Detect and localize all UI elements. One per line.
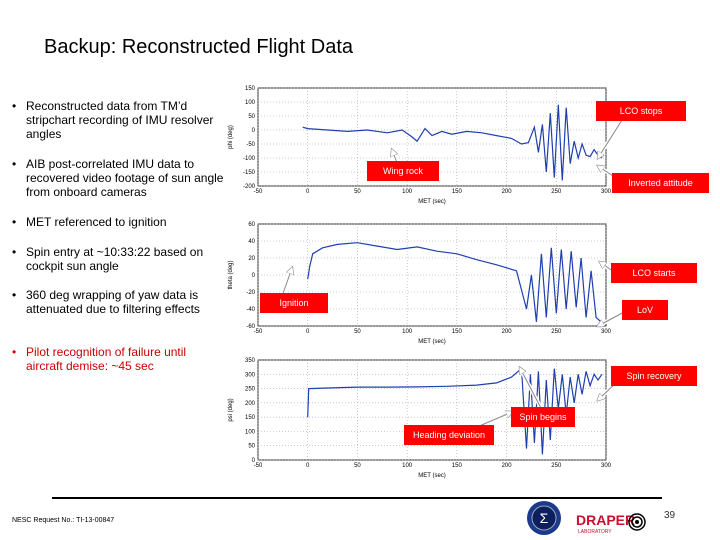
y-tick-label: 200 — [244, 400, 255, 407]
y-axis-label: psi (deg) — [228, 398, 234, 422]
x-tick-label: 0 — [306, 463, 310, 469]
y-tick-label: -40 — [246, 307, 255, 313]
y-tick-label: -200 — [242, 184, 255, 190]
bullet-text: Reconstructed data from TM’d stripchart recording of IMU resolver angles — [26, 99, 214, 141]
callout-lco-stops: LCO stops — [596, 101, 686, 121]
x-tick-label: 200 — [501, 189, 512, 195]
x-tick-label: 50 — [354, 329, 361, 335]
y-tick-label: 40 — [248, 239, 255, 245]
y-tick-label: 350 — [244, 358, 255, 364]
y-tick-label: -150 — [242, 170, 255, 176]
callout-lco-starts: LCO starts — [611, 263, 697, 283]
x-tick-label: 50 — [354, 463, 361, 469]
bullet-text: MET referenced to ignition — [26, 215, 167, 229]
x-axis-label: MET (sec) — [418, 473, 446, 479]
page-number: 39 — [664, 510, 676, 521]
bullet-dot-icon: • — [12, 345, 17, 359]
x-axis-label: MET (sec) — [418, 199, 446, 205]
x-tick-label: 200 — [501, 463, 512, 469]
y-tick-label: 0 — [251, 273, 255, 279]
y-tick-label: 0 — [251, 458, 255, 464]
x-tick-label: 100 — [402, 329, 413, 335]
callout-spin-recovery: Spin recovery — [611, 366, 697, 386]
y-tick-label: -20 — [246, 290, 255, 296]
y-tick-label: 300 — [244, 372, 255, 379]
x-tick-label: 150 — [451, 329, 462, 335]
x-tick-label: 0 — [306, 189, 310, 195]
y-axis-label: theta (deg) — [228, 260, 234, 290]
x-tick-label: 150 — [451, 463, 462, 469]
bullet-dot-icon: • — [12, 245, 17, 259]
y-tick-label: 20 — [248, 256, 255, 262]
callout-lov: LoV — [622, 300, 668, 320]
y-tick-label: 100 — [244, 429, 255, 436]
bullet-dot-icon: • — [12, 288, 17, 302]
x-tick-label: -50 — [253, 463, 263, 469]
y-tick-label: 50 — [248, 114, 255, 120]
callout-ignition: Ignition — [260, 293, 328, 313]
x-axis-label: MET (sec) — [418, 339, 446, 345]
y-tick-label: 250 — [244, 386, 255, 393]
y-tick-label: 50 — [248, 443, 255, 450]
x-tick-label: 200 — [501, 329, 512, 335]
x-tick-label: 150 — [451, 189, 462, 195]
page-title: Backup: Reconstructed Flight Data — [44, 36, 354, 58]
callout-wing-rock: Wing rock — [367, 161, 439, 181]
x-tick-label: 300 — [600, 329, 612, 335]
footer-divider — [52, 497, 662, 499]
x-tick-label: 100 — [402, 463, 413, 469]
x-tick-label: -50 — [253, 189, 263, 195]
x-tick-label: -50 — [253, 329, 263, 335]
x-tick-label: 250 — [551, 463, 562, 469]
y-tick-label: -100 — [242, 156, 255, 162]
y-tick-label: 100 — [244, 100, 255, 106]
footer-request-number: NESC Request No.: TI-13-00847 — [12, 517, 115, 524]
x-tick-label: 0 — [306, 329, 310, 335]
bullet-dot-icon: • — [12, 157, 17, 171]
y-tick-label: 60 — [248, 222, 255, 228]
x-tick-label: 300 — [600, 463, 612, 469]
y-tick-label: 150 — [244, 86, 255, 92]
nesc-logo-icon — [526, 500, 562, 536]
bullet-text: Pilot recognition of failure until aircraft demise: ~45 sec — [26, 345, 187, 373]
bullet-text: AIB post-correlated IMU data to recovered video footage of sun angle from onboard cameras — [26, 157, 224, 199]
bullet-text: 360 deg wrapping of yaw data is attenuated due to filtering effects — [26, 288, 200, 316]
y-tick-label: 0 — [251, 128, 255, 134]
x-tick-label: 250 — [551, 189, 562, 195]
x-tick-label: 300 — [600, 189, 612, 195]
x-tick-label: 50 — [354, 189, 361, 195]
draper-logo-icon — [576, 508, 646, 536]
bullet-dot-icon: • — [12, 99, 17, 113]
svg-text:LABORATORY: LABORATORY — [578, 529, 612, 535]
x-tick-label: 100 — [402, 189, 413, 195]
bullet-dot-icon: • — [12, 215, 17, 229]
y-tick-label: -50 — [246, 142, 255, 148]
y-tick-label: -60 — [246, 324, 255, 330]
callout-inverted-attitude: Inverted attitude — [612, 173, 709, 193]
callout-spin-begins: Spin begins — [511, 407, 575, 427]
callout-heading-deviation: Heading deviation — [404, 425, 494, 445]
y-axis-label: phi (deg) — [228, 125, 234, 149]
svg-text:DRAPER: DRAPER — [576, 512, 636, 528]
bullet-text: Spin entry at ~10:33:22 based on cockpit sun angle — [26, 245, 204, 273]
svg-text:Σ: Σ — [539, 510, 549, 526]
y-tick-label: 150 — [244, 415, 255, 422]
x-tick-label: 250 — [551, 329, 562, 335]
